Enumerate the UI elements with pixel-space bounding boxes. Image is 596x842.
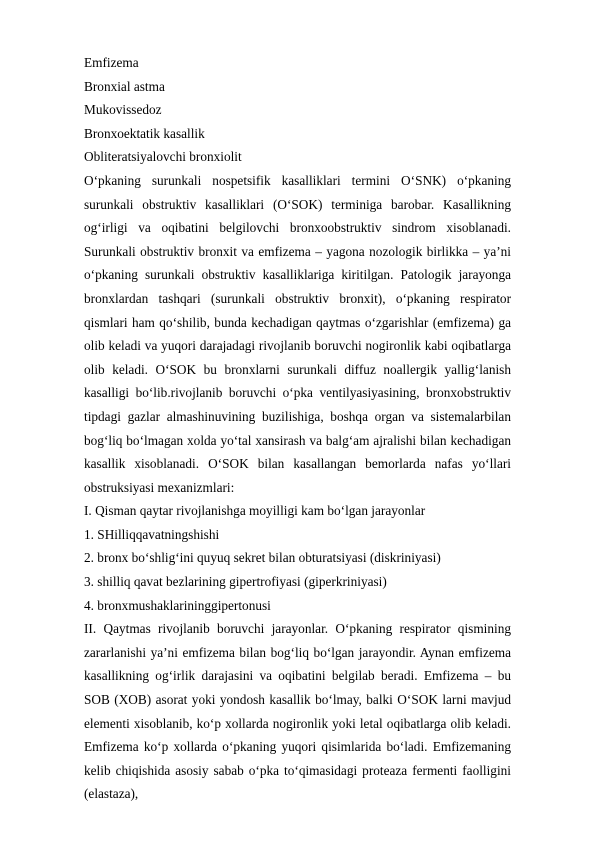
document-page	[84, 51, 511, 806]
list-item-emfizema: Emfizema	[84, 55, 139, 70]
paragraph-irreversible: II. Qaytmas rivojlanib boruvchi jarayonlar. O‘pkaning respirator qismining zararlanishi ya’ni emfizema bilan bog‘liq bo‘lgan jarayondir. Aynan emfizema kasallikning og‘irlik darajasini va oqibatini belgilab beradi. Emfizema – bu SOB (XOB) asorat yoki yondosh kasallik bo‘lmay, balki O‘SOK larni mavjud elementi xisoblanib, ko‘p xollarda nogironlik yoki letal oqibatlarga olib keladi. Emfizema ko‘p xollarda o‘pkaning yuqori qisimlarida bo‘ladi. Emfizemaning kelib chiqishida asosiy sabab o‘pka to‘qimasidagi proteaza fermenti faolligini (elastaza),	[84, 621, 511, 802]
mechanism-item-1: 1. SHilliqqavatningshishi	[84, 526, 220, 542]
mechanism-item-2: 2. bronx bo‘shlig‘ini quyuq sekret bilan obturatsiyasi (diskriniyasi)	[84, 550, 441, 566]
mechanism-item-3: 3. shilliq qavat bezlarining gipertrofiyasi (giperkriniyasi)	[84, 574, 387, 590]
list-item-obliteratsiyalovchi: Obliteratsiyalovchi bronxiolit	[84, 149, 242, 165]
list-item-bronxoektatik: Bronxoektatik kasallik	[84, 125, 205, 141]
list-item-mukovissedoz: Mukovissedoz	[84, 102, 162, 118]
section-heading-reversible: I. Qisman qaytar rivojlanishga moyilligi kam bo‘lgan jarayonlar	[84, 503, 426, 519]
mechanism-item-4: 4. bronxmushaklarininggipertonusi	[84, 597, 271, 613]
list-item-bronxial-astma: Bronxial astma	[84, 78, 165, 94]
paragraph-osok-definition: O‘pkaning surunkali nospetsifik kasalliklari termini O‘SNK) o‘pkaning surunkali obstruktiv kasalliklari (O‘SOK) terminiga barobar. Kasallikning og‘irligi va oqibatini belgilovchi bronxoobstruktiv sindrom xisoblanadi. Surunkali obstruktiv bronxit va emfizema – yagona nozologik birlikka – ya’ni o‘pkaning surunkali obstruktiv kasalliklariga kiritilgan. Patologik jarayonga bronxlardan tashqari (surunkali obstruktiv bronxit), o‘pkaning respirator qismlari ham qo‘shilib, bunda kechadigan qaytmas o‘zgarishlar (emfizema) ga olib keladi va yuqori darajadagi rivojlanib boruvchi nogironlik kabi oqibatlarga olib keladi. O‘SOK bu bronxlarni surunkali diffuz noallergik yallig‘lanish kasalligi bo‘lib.rivojlanib boruvchi o‘pka ventilyasiyasining, bronxobstruktiv tipdagi gazlar almashinuvining buzilishiga, boshqa organ va sistemalarbilan bog‘liq bo‘lmagan xolda yo‘tal xansirash va balg‘am ajralishi bilan kechadigan kasallik xisoblanadi. O‘SOK bilan kasallangan bemorlarda nafas yo‘llari obstruksiyasi mexanizmlari:	[84, 172, 511, 495]
